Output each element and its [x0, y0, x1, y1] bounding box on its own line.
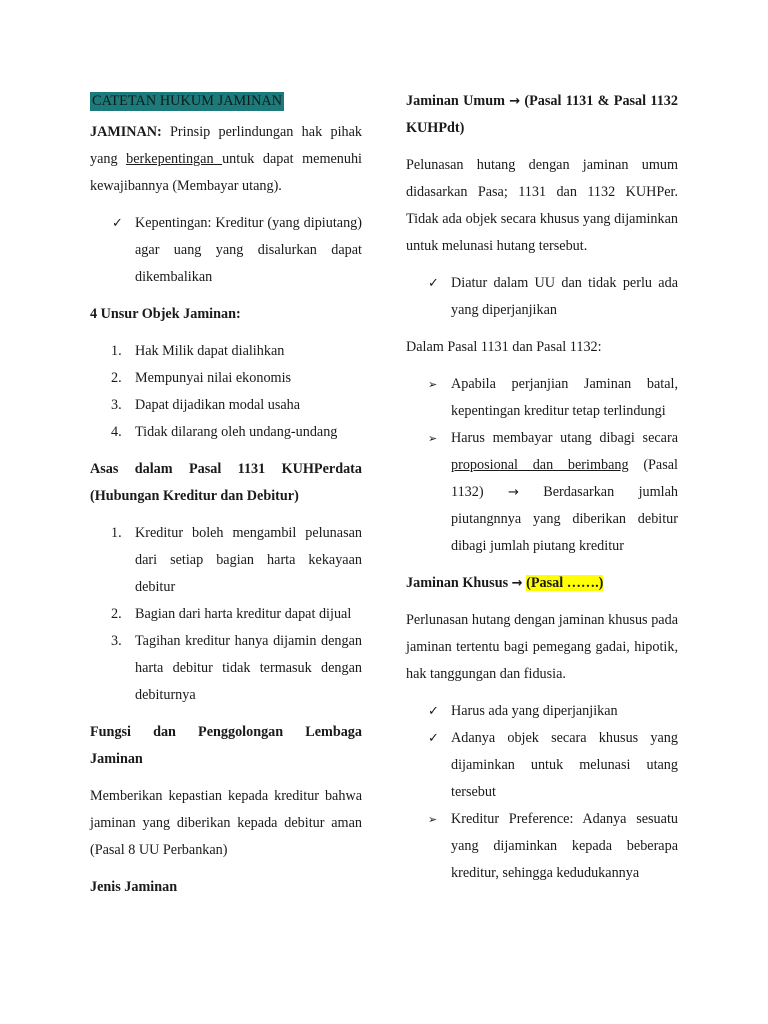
pasal-intro: Dalam Pasal 1131 dan Pasal 1132: [406, 339, 602, 355]
title-highlight: CATETAN HUKUM JAMINAN [92, 93, 283, 109]
jenis-heading: Jenis Jaminan [90, 879, 178, 895]
list-item: ✓ Harus ada yang diperjanjikan [406, 698, 678, 725]
list-item: ✓ Adanya objek secara khusus yang dijaminkan untuk melunasi utang tersebut [406, 725, 678, 806]
list-number: 1. [111, 525, 122, 541]
list-item-text: Hak Milik dapat dialihkan [135, 343, 285, 359]
check-icon: ✓ [428, 704, 439, 719]
jaminan-khusus-text: Perlunasan hutang dengan jaminan khusus pada jaminan tertentu bagi pemegang gadai, hipotik, hak tanggungan dan fidusia. [406, 612, 678, 682]
jaminan-umum-text: Pelunasan hutang dengan jaminan umum didasarkan Pasa; 1131 dan 1132 KUHPer. Tidak ada objek secara khusus yang dijaminkan untuk melunasi hutang tersebut. [406, 157, 678, 254]
list-item: ➢ Kreditur Preference: Adanya sesuatu yang dijaminkan kepada beberapa kreditur, sehingga kedudukannya [406, 806, 678, 887]
list-item [90, 419, 362, 446]
arrowhead-bullet-icon: ➢ [428, 813, 438, 826]
jaminan-definition: JAMINAN: Prinsip perlindungan hak pihak yang berkepentingan untuk dapat memenuhi kewajibannya (Membayar utang). [90, 124, 362, 194]
left-column [90, 88, 362, 901]
asas-heading: Asas dalam Pasal 1131 KUHPerdata (Hubungan Kreditur dan Debitur) [90, 461, 362, 504]
pasal-highlight: (Pasal …….) [526, 575, 604, 591]
list-item: ➢ Apabila perjanjian Jaminan batal, kepentingan kreditur tetap terlindungi [406, 371, 678, 425]
arrowhead-bullet-icon: ➢ [428, 378, 438, 391]
list-item-text: Mempunyai nilai ekonomis [135, 370, 292, 386]
list-item-text: Tidak dilarang oleh undang-undang [135, 424, 338, 440]
fungsi-text: Memberikan kepastian kepada kreditur bahwa jaminan yang diberikan kepada debitur aman (Pasal 8 UU Perbankan) [90, 788, 362, 858]
jaminan-khusus-heading: Jaminan Khusus → (Pasal …….) [406, 575, 604, 591]
list-item-text: Dapat dijadikan modal usaha [135, 397, 301, 413]
arrow-right-icon: → [511, 576, 523, 591]
arrow-right-icon: → [509, 94, 521, 109]
khusus-list [406, 698, 678, 887]
list-item: ✓ Diatur dalam UU dan tidak perlu ada yang diperjanjikan [406, 270, 678, 324]
pasal-list [406, 371, 678, 560]
document-title [90, 88, 362, 111]
umum-check-list [406, 270, 678, 324]
fungsi-heading: Fungsi dan Penggolongan Lembaga Jaminan [90, 724, 362, 767]
list-number: 1. [111, 343, 122, 359]
list-number: 2. [111, 606, 122, 622]
list-item-text: Kreditur boleh mengambil pelunasan dari setiap bagian harta kekayaan debitur [135, 525, 362, 595]
check-icon: ✓ [428, 276, 439, 291]
list-item [90, 628, 362, 709]
list-item [90, 392, 362, 419]
list-item [90, 365, 362, 392]
list-item-text: Tagihan kreditur hanya dijamin dengan harta debitur tidak termasuk dengan debiturnya [135, 633, 362, 703]
unsur-list [90, 338, 362, 446]
arrow-right-icon: → [507, 485, 519, 500]
unsur-heading: 4 Unsur Objek Jaminan: [90, 306, 241, 322]
list-item: ✓ Kepentingan: Kreditur (yang dipiutang) agar uang yang disalurkan dapat dikembalikan [90, 210, 362, 291]
list-item-text: Bagian dari harta kreditur dapat dijual [135, 606, 352, 622]
check-icon: ✓ [428, 731, 439, 746]
list-item [90, 601, 362, 628]
jaminan-umum-heading: Jaminan Umum → (Pasal 1131 & Pasal 1132 KUHPdt) [406, 93, 678, 136]
list-number: 2. [111, 370, 122, 386]
asas-list [90, 520, 362, 709]
right-column [406, 88, 678, 887]
check-icon: ✓ [112, 216, 123, 231]
list-item [90, 338, 362, 365]
arrowhead-bullet-icon: ➢ [428, 432, 438, 445]
list-item: ➢ Harus membayar utang dibagi secara proposional dan berimbang (Pasal 1132) → Berdasarkan jumlah piutangnnya yang diberikan debitur dibagi jumlah piutang kreditur [406, 425, 678, 560]
kepentingan-list [90, 210, 362, 291]
list-number: 4. [111, 424, 122, 440]
list-number: 3. [111, 633, 122, 649]
list-number: 3. [111, 397, 122, 413]
list-item [90, 520, 362, 601]
